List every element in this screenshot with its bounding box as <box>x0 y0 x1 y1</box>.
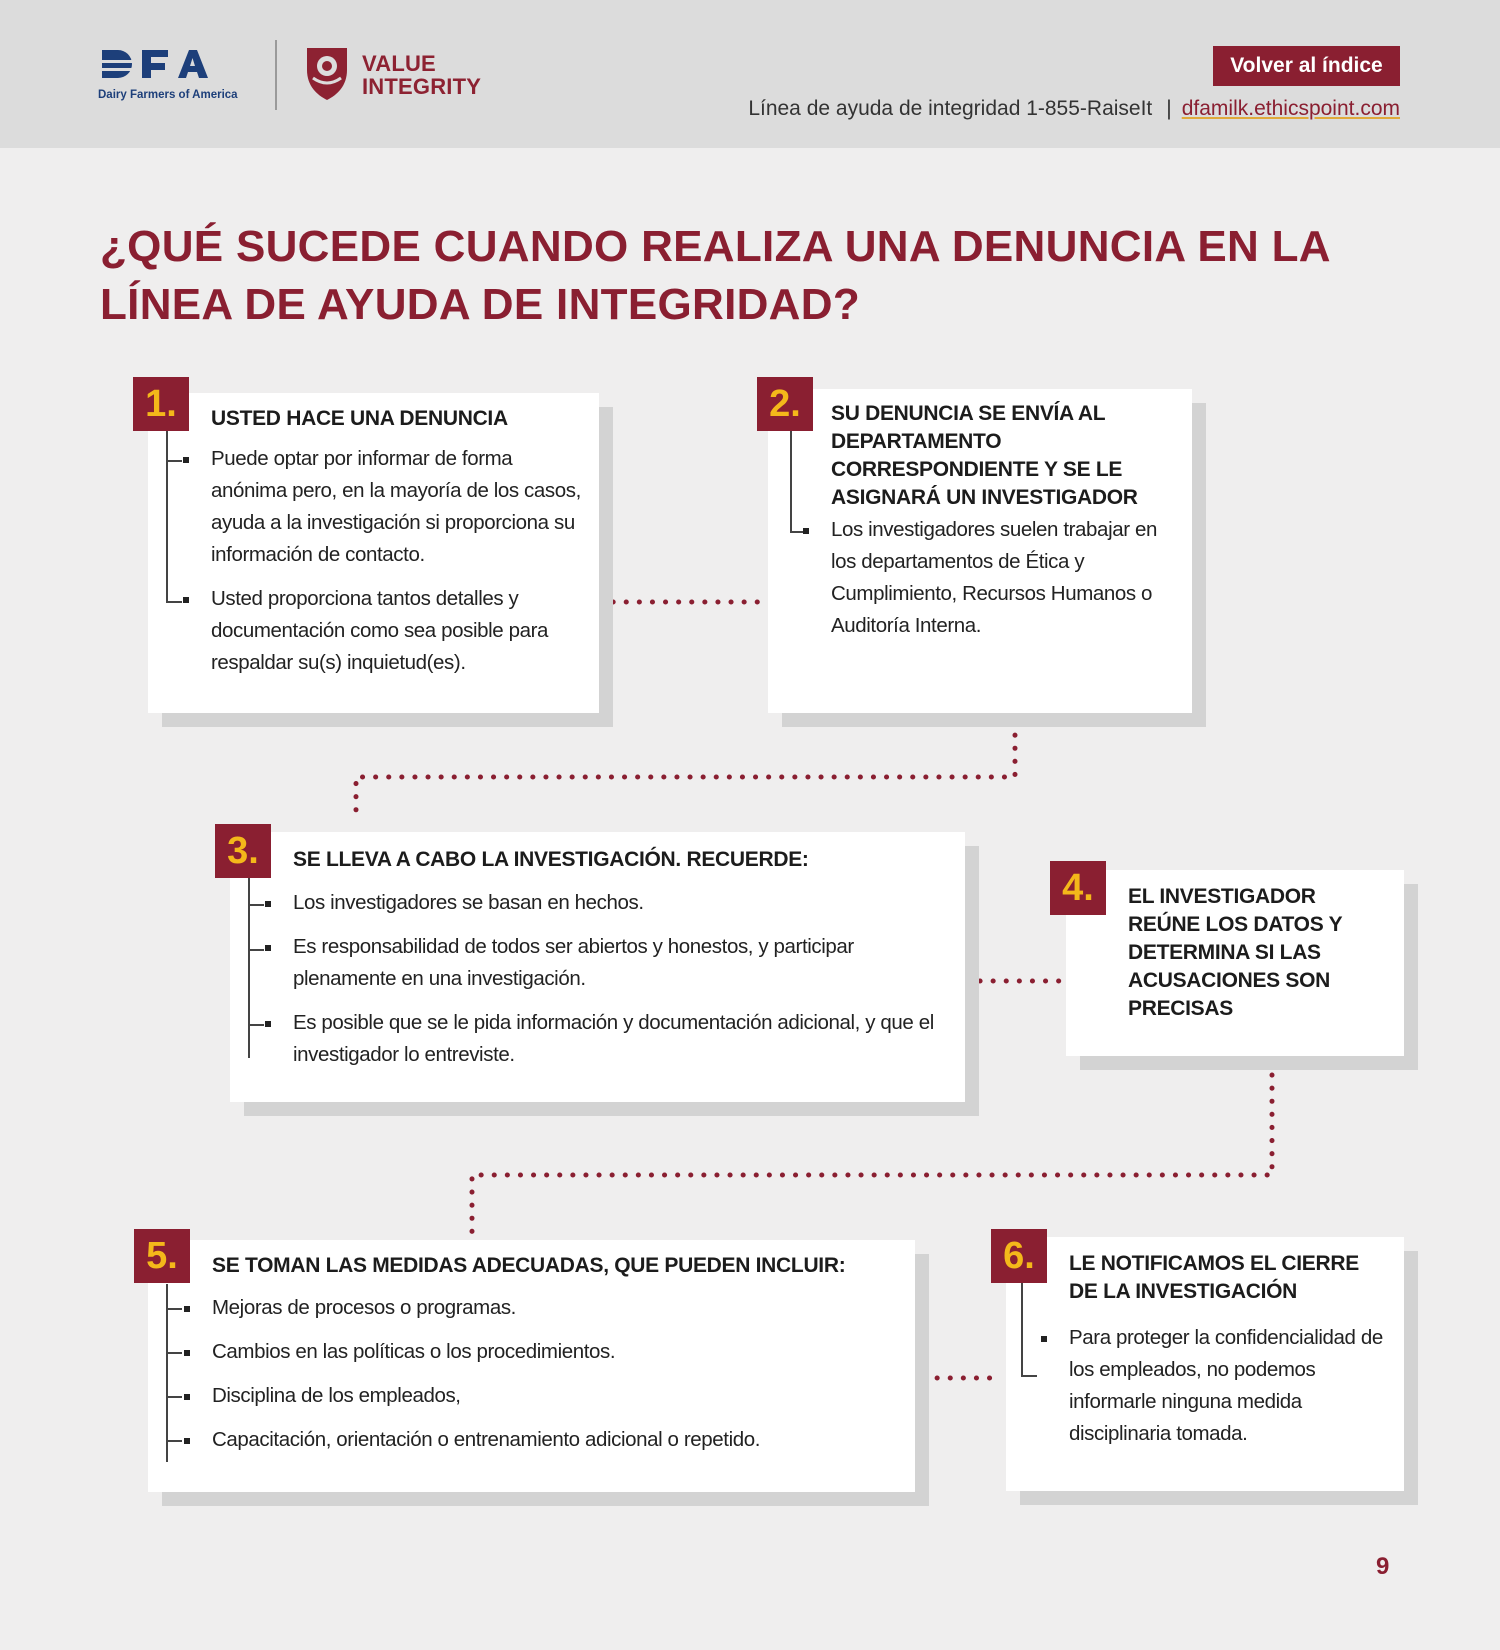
list-item <box>831 514 1171 642</box>
bullet-connector-tick <box>166 1352 182 1354</box>
step-title: SE TOMAN LAS MEDIDAS ADECUADAS, QUE PUEDEN INCLUIR: <box>212 1254 846 1277</box>
list-item-text: Los investigadores suelen trabajar en los departamentos de Ética y Cumplimiento, Recursos Humanos o Auditoría Interna. <box>831 518 1157 637</box>
helpline-text: Línea de ayuda de integridad 1-855-RaiseIt <box>748 97 1153 120</box>
bullet-connector-tick <box>248 1024 264 1026</box>
bullet-icon <box>265 901 271 907</box>
list-item-text: Para proteger la confidencialidad de los empleados, no podemos informarle ninguna medida disciplinaria tomada. <box>1069 1326 1383 1445</box>
bullet-connector-line <box>166 1284 168 1462</box>
page-header <box>0 0 1500 148</box>
step-title: EL INVESTIGADOR REÚNE LOS DATOS Y DETERMINA SI LAS ACUSACIONES SON PRECISAS <box>1128 885 1342 1020</box>
bullet-icon <box>1041 1336 1047 1342</box>
dfa-logo-mark-icon <box>98 46 210 86</box>
bullet-icon <box>184 1394 190 1400</box>
list-item-text: Cambios en las políticas o los procedimientos. <box>212 1340 616 1363</box>
step-card-6 <box>1003 1234 1404 1491</box>
bullet-icon <box>184 1306 190 1312</box>
bullet-connector-tick <box>166 1308 182 1310</box>
step-number: 4. <box>1050 861 1106 915</box>
step-number: 2. <box>757 377 813 431</box>
list-item-text: Los investigadores se basan en hechos. <box>293 891 644 914</box>
step-title: SU DENUNCIA SE ENVÍA AL DEPARTAMENTO CORRESPONDIENTE Y SE LE ASIGNARÁ UN INVESTIGADOR <box>831 402 1138 509</box>
step-number: 6. <box>991 1229 1047 1283</box>
bullet-icon <box>265 945 271 951</box>
step-card-2 <box>768 382 1192 713</box>
step-items <box>1069 1322 1389 1462</box>
step-card-4 <box>1062 866 1404 1056</box>
value-integrity-logo-text <box>362 52 481 98</box>
bullet-connector-line <box>790 431 792 531</box>
vi-line-2: INTEGRITY <box>362 74 482 99</box>
step-card-3 <box>227 829 965 1102</box>
list-item <box>212 1424 902 1456</box>
ethicspoint-link[interactable]: dfamilk.ethicspoint.com <box>1181 97 1400 120</box>
step-card-1 <box>145 382 599 713</box>
value-integrity-shield-icon <box>303 44 351 107</box>
list-item-text: Capacitación, orientación o entrenamiento adicional o repetido. <box>212 1428 761 1451</box>
list-item-text: Puede optar por informar de forma anónima pero, en la mayoría de los casos, ayuda a la investigación si proporciona su información de contacto. <box>211 447 581 566</box>
list-item <box>1069 1322 1389 1450</box>
step-items <box>211 443 581 691</box>
list-item <box>212 1380 902 1412</box>
helpline-info <box>748 97 1400 121</box>
step-number: 1. <box>133 377 189 431</box>
bullet-icon <box>183 457 189 463</box>
bullet-icon <box>184 1438 190 1444</box>
step-number: 5. <box>134 1229 190 1283</box>
list-item <box>212 1292 902 1324</box>
list-item-text: Mejoras de procesos o programas. <box>212 1296 516 1319</box>
bullet-icon <box>183 597 189 603</box>
logo-divider <box>275 40 277 110</box>
bullet-connector-line <box>1021 1283 1023 1375</box>
bullet-connector-tick <box>1021 1375 1037 1377</box>
step-items <box>831 514 1171 654</box>
bullet-connector-tick <box>248 949 264 951</box>
step-card-5 <box>146 1234 915 1492</box>
list-item <box>211 583 581 679</box>
list-item-text: Disciplina de los empleados, <box>212 1384 461 1407</box>
vi-line-1: VALUE <box>362 51 436 76</box>
step-items <box>293 887 943 1083</box>
step-title: USTED HACE UNA DENUNCIA <box>211 407 508 430</box>
bullet-connector-tick <box>166 460 182 462</box>
list-item <box>293 887 943 919</box>
step-items <box>212 1292 902 1468</box>
back-to-index-button[interactable]: Volver al índice <box>1213 46 1400 86</box>
bullet-connector-tick <box>248 904 264 906</box>
bullet-connector-tick <box>166 1440 182 1442</box>
connector-2-3 <box>356 722 1015 822</box>
list-item <box>293 1007 943 1071</box>
bullet-connector-tick <box>166 601 182 603</box>
list-item-text: Es responsabilidad de todos ser abiertos y honestos, y participar plenamente en una investigación. <box>293 935 854 990</box>
step-title: LE NOTIFICAMOS EL CIERRE DE LA INVESTIGACIÓN <box>1069 1252 1359 1303</box>
bullet-connector-line <box>166 431 168 601</box>
step-title: SE LLEVA A CABO LA INVESTIGACIÓN. RECUERDE: <box>293 848 809 871</box>
list-item <box>293 931 943 995</box>
list-item-text: Es posible que se le pida información y documentación adicional, y que el investigador lo entreviste. <box>293 1011 934 1066</box>
step-number: 3. <box>215 824 271 878</box>
bullet-icon <box>803 528 809 534</box>
bullet-connector-tick <box>166 1396 182 1398</box>
bullet-icon <box>265 1021 271 1027</box>
dfa-logo-text: Dairy Farmers of America <box>98 89 238 101</box>
page-title: ¿QUÉ SUCEDE CUANDO REALIZA UNA DENUNCIA EN LA LÍNEA DE AYUDA DE INTEGRIDAD? <box>100 222 1330 329</box>
bullet-icon <box>184 1350 190 1356</box>
list-item <box>211 443 581 571</box>
dfa-logo <box>98 46 238 101</box>
list-item-text: Usted proporciona tantos detalles y documentación como sea posible para respaldar su(s) inquietud(es). <box>211 587 548 674</box>
helpline-separator: | <box>1166 97 1172 120</box>
page-number: 9 <box>1376 1553 1390 1580</box>
list-item <box>212 1336 902 1368</box>
